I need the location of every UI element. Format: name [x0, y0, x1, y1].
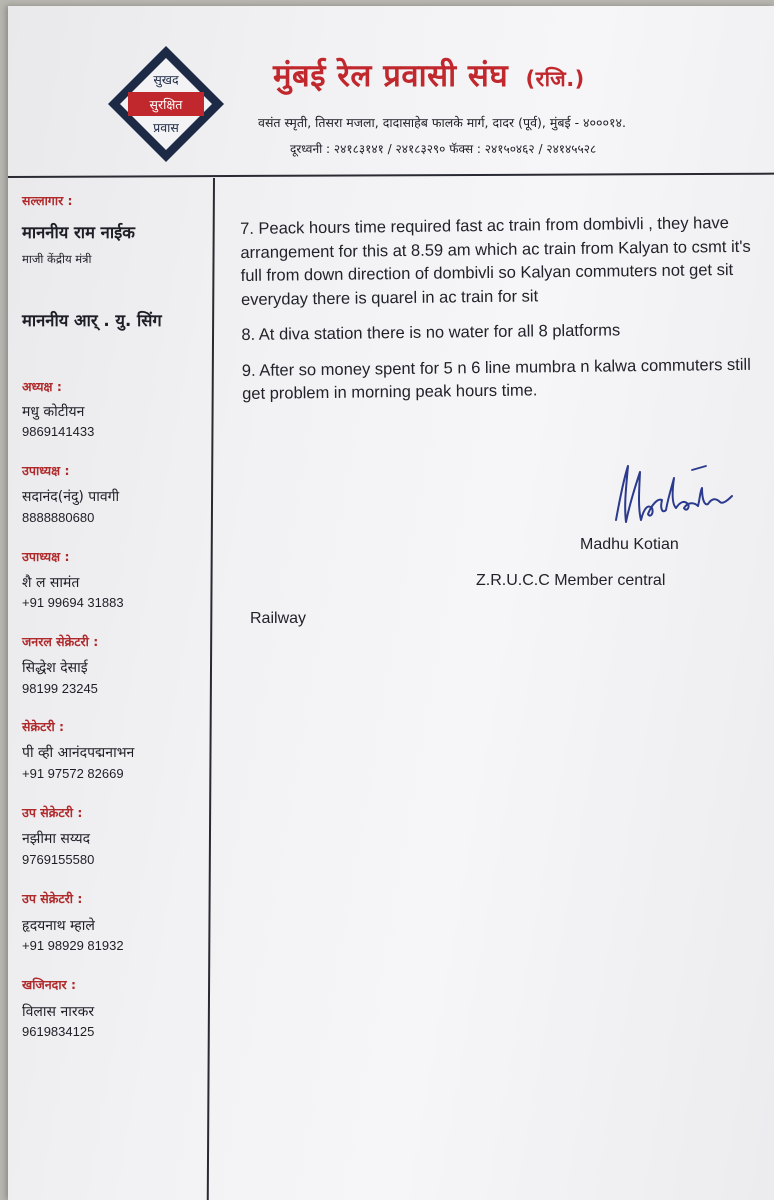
- member-name: सिद्धेश देसाई: [22, 660, 88, 676]
- registered-mark: (रजि.): [525, 67, 585, 91]
- member-phone: 9869141433: [22, 424, 95, 439]
- member-title: सेक्रेटरी :: [22, 719, 65, 734]
- association-logo: [106, 44, 226, 164]
- logo-bottom-text: प्रवास: [153, 120, 179, 135]
- letter-body: [240, 212, 762, 419]
- signatory-designation-cont: Railway: [250, 610, 307, 627]
- letter-page: [8, 6, 774, 1200]
- advisor-1-role: माजी केंद्रीय मंत्री: [22, 252, 92, 266]
- point-9: 9. After so money spent for 5 n 6 line mumbra n kalwa commuters still get problem in morning peak hours time.: [241, 355, 751, 403]
- member-phone: 9619834125: [22, 1024, 95, 1039]
- member-name: पी व्ही आनंदपद्मनाभन: [22, 745, 135, 761]
- member-phone: +91 97572 82669: [22, 766, 124, 781]
- member-name: सदानंद(नंदु) पावगी: [22, 489, 120, 505]
- member-title: खजिनदार :: [22, 977, 77, 992]
- signatory-name: Madhu Kotian: [580, 536, 679, 553]
- point-8: 8. At diva station there is no water for all 8 platforms: [241, 321, 621, 344]
- member-title: उपाध्यक्ष :: [22, 549, 70, 564]
- member-phone: 9769155580: [22, 852, 95, 867]
- member-name: नझीमा सय्यद: [22, 831, 91, 847]
- member-title: उप सेक्रेटरी :: [22, 805, 83, 820]
- org-name-text: मुंबई रेल प्रवासी संघ: [273, 58, 509, 94]
- member-title: उपाध्यक्ष :: [22, 463, 70, 478]
- member-phone: 98199 23245: [22, 681, 98, 696]
- organization-name: [273, 54, 585, 96]
- member-phone: +91 98929 81932: [22, 938, 124, 953]
- member-phone: 8888880680: [22, 510, 95, 525]
- member-phone: +91 99694 31883: [22, 595, 124, 610]
- point-7: 7. Peack hours time required fast ac train from dombivli , they have arrangement for this at 8.59 am which ac train from Kalyan to csmt it's full from down direction of dombivli so Kalyan commuters not get sit everyday there is quarel in ac train for sit: [240, 214, 751, 309]
- handwritten-signature: [608, 458, 738, 530]
- advisor-2-name: माननीय आर् . यु. सिंग: [22, 311, 162, 330]
- member-name: विलास नारकर: [22, 1004, 95, 1020]
- sidebar-divider: [207, 178, 215, 1200]
- signatory-designation: Z.R.U.C.C Member central: [476, 572, 666, 589]
- member-name: हृदयनाथ म्हाले: [22, 918, 95, 934]
- member-name: शै ल सामंत: [22, 575, 80, 591]
- member-title: उप सेक्रेटरी :: [22, 891, 83, 906]
- member-title: अध्यक्ष :: [22, 379, 62, 394]
- header-divider: [8, 173, 774, 178]
- phone-fax-line: दूरध्वनी : २४१८३१४१ / २४१८३२९० फॅक्स : २४१५०४६२ / २४१४५५२८: [290, 142, 597, 156]
- advisor-heading: सल्लागार :: [22, 193, 73, 208]
- member-name: मधु कोटीयन: [22, 404, 85, 420]
- logo-middle-text: सुरक्षित: [149, 97, 183, 112]
- advisor-1-name: माननीय राम नाईक: [22, 223, 135, 242]
- logo-top-text: सुखद: [153, 72, 179, 87]
- member-title: जनरल सेक्रेटरी :: [22, 634, 99, 649]
- address-line: वसंत स्मृती, तिसरा मजला, दादासाहेब फालके मार्ग, दादर (पूर्व), मुंबई - ४०००१४.: [258, 115, 627, 130]
